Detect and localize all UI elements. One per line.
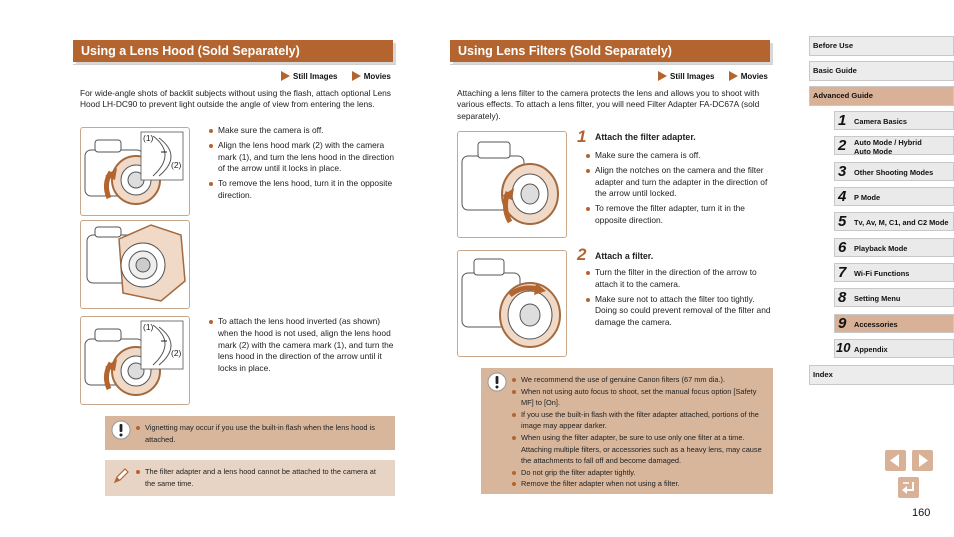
list-item: Remove the filter adapter when not using a filter. [511,478,767,490]
chapter-label: Playback Mode [854,244,908,253]
list-item: When not using auto focus to shoot, set the manual focus option [Safety MF] to [On]. [511,386,767,409]
caution-icon [487,372,507,392]
right-title-rule [450,64,772,65]
camera-lens-hood-attached-illustration [81,221,189,308]
chapter-number: 10 [836,340,851,355]
prev-page-button[interactable] [885,450,906,471]
left-bullets-1 [208,125,394,205]
page-number: 160 [912,507,931,519]
return-icon [898,477,919,498]
left-bullets-2 [208,316,394,378]
step-1-bullets [585,150,772,230]
movies-icon [729,71,738,81]
nav-chapter-2[interactable] [834,136,954,155]
nav-chapter-8[interactable] [834,288,954,307]
chapter-label: Setting Menu [854,294,901,303]
list-item: Make sure the camera is off. [585,150,772,162]
list-item: Vignetting may occur if you use the built-in flash when the lens hood is attached. [135,422,387,445]
chapter-number: 2 [838,137,847,154]
list-item: When using the filter adapter, be sure to use only one filter at a time. Attaching multiple filters, or accessories such as a heavy lens, may cause the attachments to fall off and become damaged. [511,432,767,467]
left-note-list [135,466,387,489]
left-caution-box [105,416,395,450]
nav-before-use[interactable]: Before Use [809,36,954,56]
nav-chapter-1[interactable] [834,111,954,130]
right-section-title: Using Lens Filters (Sold Separately) [450,40,770,62]
chapter-label: Auto Mode / Hybrid Auto Mode [854,138,922,156]
chapter-label: Other Shooting Modes [854,168,934,177]
still-images-icon [658,71,667,81]
list-item: To attach the lens hood inverted (as shown) when the hood is not used, align the lens hood mark (2) with the camera mark (1), and turn the lens hood in the direction of the arrow until it locks in place. [208,316,394,375]
camera-lens-hood-illustration [81,128,189,215]
nav-chapter-9[interactable] [834,314,954,333]
nav-chapter-10[interactable] [834,339,954,358]
nav-chapter-4[interactable] [834,187,954,206]
still-images-label: Still Images [670,72,715,81]
movies-label: Movies [363,72,391,81]
lens-hood-figure-1 [80,127,190,216]
list-item: Align the lens hood mark (2) with the camera mark (1), and turn the lens hood in the direction of the arrow until it locks in place. [208,140,394,175]
list-item: We recommend the use of genuine Canon filters (67 mm dia.). [511,374,767,386]
list-item: Make sure the camera is off. [208,125,394,137]
filter-figure [457,250,567,357]
chapter-label: P Mode [854,193,881,202]
chapter-label: Appendix [854,345,888,354]
caution-icon [111,420,131,440]
movies-label: Movies [740,72,768,81]
chapter-number: 5 [838,213,847,230]
chapter-number: 3 [838,163,847,180]
nav-chapter-3[interactable] [834,162,954,181]
right-caution-list [511,374,767,490]
camera-filter-adapter-illustration [458,132,566,237]
mark-2-label: (2) [171,160,182,170]
filter-adapter-figure [457,131,567,238]
list-item: To remove the filter adapter, turn it in the opposite direction. [585,203,772,227]
nav-advanced-guide[interactable]: Advanced Guide [809,86,954,106]
left-caution-list [135,422,387,445]
nav-index[interactable]: Index [809,365,954,385]
nav-chapter-7[interactable] [834,263,954,282]
step-2-number: 2 [577,245,587,264]
chapter-label: Accessories [854,320,898,329]
mark-1-label: (1) [143,133,154,143]
step-1-title: Attach the filter adapter. [595,132,696,142]
left-mode-row [281,71,391,81]
step-1-number: 1 [577,127,587,146]
return-button[interactable] [898,477,919,498]
camera-lens-hood-inverted-illustration [81,317,189,404]
lens-hood-figure-2 [80,220,190,309]
pencil-icon [111,466,131,486]
right-mode-row [658,71,768,81]
chapter-label: Camera Basics [854,117,908,126]
left-intro: For wide-angle shots of backlit subjects without using the flash, attach optional Lens Hood LH-DC90 to prevent light outside the angle of view from entering the lens. [80,88,391,110]
list-item: To remove the lens hood, turn it in the opposite direction. [208,178,394,202]
list-item: If you use the built-in flash with the filter adapter attached, portions of the image may appear darker. [511,409,767,432]
list-item: Turn the filter in the direction of the arrow to attach it to the camera. [585,267,772,291]
nav-chapter-5[interactable] [834,212,954,231]
right-intro: Attaching a lens filter to the camera protects the lens and allows you to shoot with various effects. To attach a lens filter, you will need Filter Adapter FA-DC67A (sold separately). [457,88,760,121]
right-caution-box [481,368,773,494]
chapter-number: 4 [838,188,847,205]
mark-1-label: (1) [143,322,154,332]
list-item: Do not grip the filter adapter tightly. [511,467,767,479]
left-section-title: Using a Lens Hood (Sold Separately) [73,40,393,62]
camera-filter-illustration [458,251,566,356]
chapter-label: Wi-Fi Functions [854,269,910,278]
arrow-left-icon [885,450,906,471]
chapter-number: 7 [838,264,847,281]
nav-chapter-6[interactable] [834,238,954,257]
chapter-number: 8 [838,289,847,306]
lens-hood-figure-3 [80,316,190,405]
movies-icon [352,71,361,81]
left-note-box [105,460,395,496]
chapter-number: 6 [838,239,847,256]
list-item: Align the notches on the camera and the filter adapter and turn the adapter in the direction of the arrow until locked. [585,165,772,200]
left-title-rule [73,64,395,65]
list-item: Make sure not to attach the filter too tightly. Doing so could prevent removal of the filter and damage the camera. [585,294,772,329]
still-images-icon [281,71,290,81]
chapter-number: 1 [838,112,847,129]
chapter-number: 9 [838,315,847,332]
step-2-bullets [585,267,772,332]
arrow-right-icon [912,450,933,471]
next-page-button[interactable] [912,450,933,471]
chapter-label: Tv, Av, M, C1, and C2 Mode [854,218,949,227]
nav-basic-guide[interactable]: Basic Guide [809,61,954,81]
mark-2-label: (2) [171,348,182,358]
step-2-title: Attach a filter. [595,251,654,261]
still-images-label: Still Images [293,72,338,81]
list-item: The filter adapter and a lens hood cannot be attached to the camera at the same time. [135,466,387,489]
